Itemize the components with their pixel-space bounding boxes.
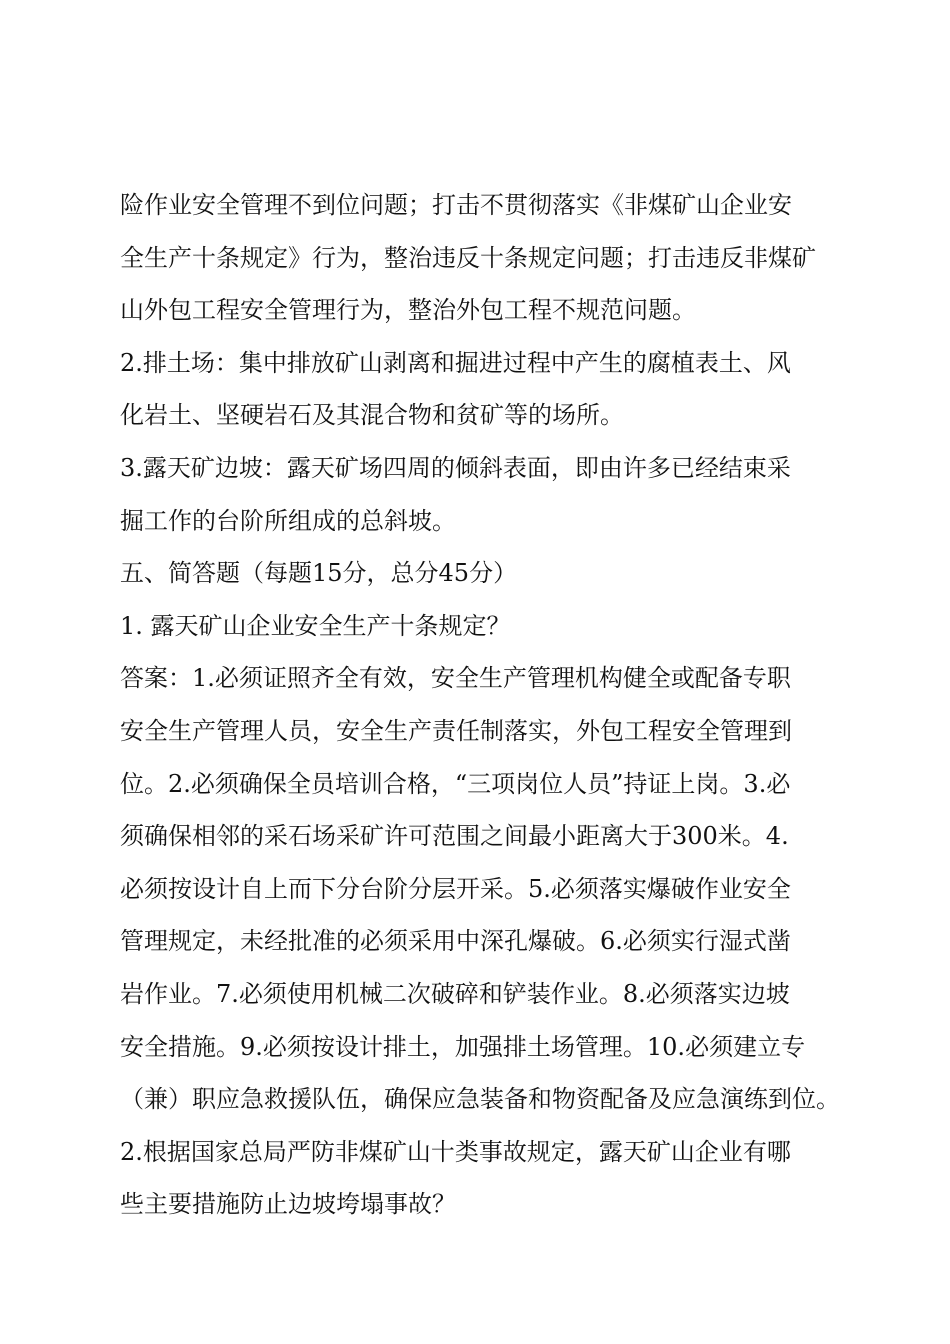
text-line: 岩作业。7.必须使用机械二次破碎和铲装作业。8.必须落实边坡	[120, 979, 790, 1008]
question-1: 1. 露天矿山企业安全生产十条规定？	[120, 611, 511, 640]
text-line: 掘工作的台阶所组成的总斜坡。	[120, 506, 456, 535]
body-text	[120, 188, 840, 1240]
definition-slope: 3.露天矿边坡：露天矿场四周的倾斜表面，即由许多已经结束采	[120, 453, 791, 482]
text-line: （兼）职应急救援队伍，确保应急装备和物资配备及应急演练到位。	[120, 1085, 840, 1114]
text-line: 些主要措施防止边坡垮塌事故？	[120, 1190, 456, 1219]
section-heading: 五、简答题（每题15分，总分45分）	[120, 559, 518, 588]
text-line: 安全措施。9.必须按设计排土，加强排土场管理。10.必须建立专	[120, 1032, 806, 1061]
definition-paste-field: 2.排土场：集中排放矿山剥离和掘进过程中产生的腐植表土、风	[120, 348, 791, 377]
text-line: 安全生产管理人员，安全生产责任制落实，外包工程安全管理到	[120, 716, 792, 745]
text-line: 险作业安全管理不到位问题；打击不贯彻落实《非煤矿山企业安	[120, 191, 792, 219]
text-line: 必须按设计自上而下分台阶分层开采。5.必须落实爆破作业安全	[120, 874, 791, 903]
text-line: 化岩土、坚硬岩石及其混合物和贫矿等的场所。	[120, 401, 624, 430]
answer-1: 答案：1.必须证照齐全有效，安全生产管理机构健全或配备专职	[120, 664, 791, 693]
text-line: 山外包工程安全管理行为，整治外包工程不规范问题。	[120, 296, 696, 325]
question-2: 2.根据国家总局严防非煤矿山十类事故规定，露天矿山企业有哪	[120, 1137, 791, 1166]
text-line: 全生产十条规定》行为，整治违反十条规定问题；打击违反非煤矿	[120, 243, 816, 272]
text-line: 位。2.必须确保全员培训合格，“三项岗位人员”持证上岗。3.必	[120, 769, 791, 798]
text-line: 管理规定，未经批准的必须采用中深孔爆破。6.必须实行湿式凿	[120, 927, 791, 956]
text-line: 须确保相邻的采石场采矿许可范围之间最小距离大于300米。4.	[120, 822, 789, 851]
